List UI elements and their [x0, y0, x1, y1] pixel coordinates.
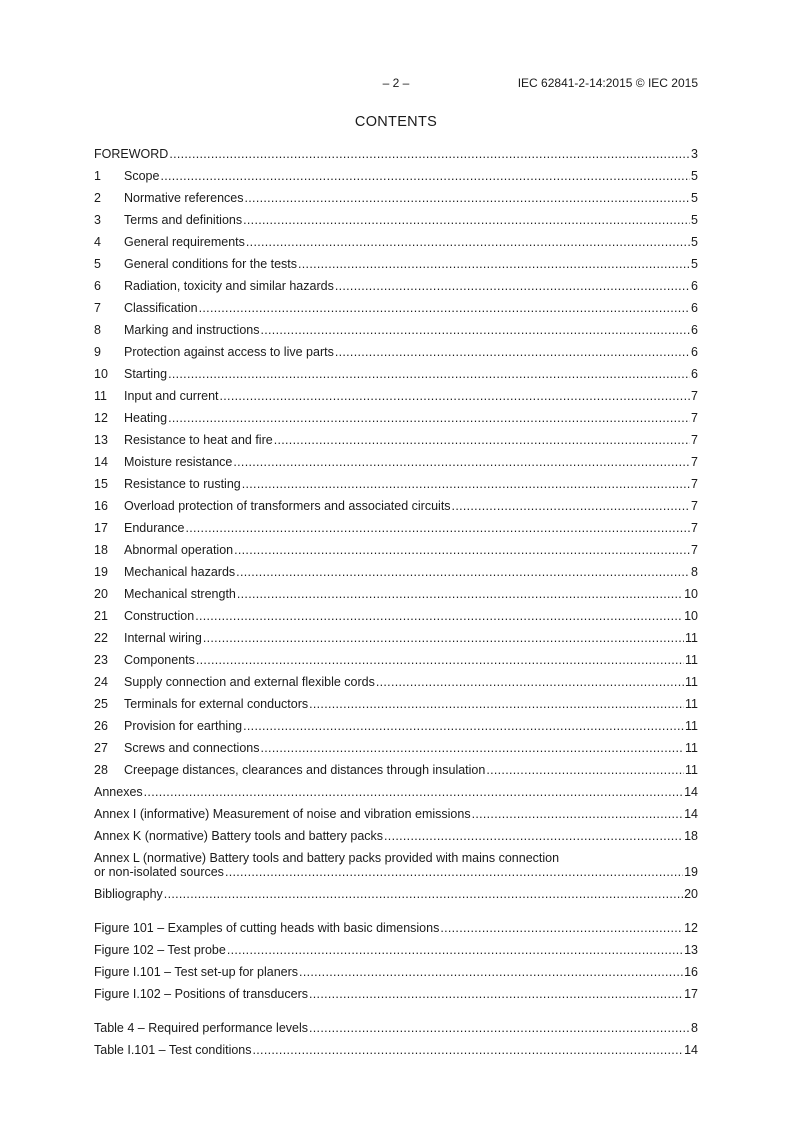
toc-entry-text: Annex I (informative) Measurement of noise and vibration emissions — [94, 807, 471, 821]
dot-leader — [164, 883, 683, 905]
dot-leader — [486, 759, 684, 781]
dot-leader — [376, 671, 684, 693]
toc-entry-annex[interactable] — [94, 781, 698, 803]
dot-leader — [245, 187, 691, 209]
toc-entry-text: Table 4 – Required performance levels — [94, 1021, 309, 1035]
toc-entry-clause[interactable] — [94, 539, 698, 561]
table-of-contents — [94, 143, 698, 1061]
toc-entry-clause[interactable] — [94, 693, 698, 715]
toc-page-number: 10 — [684, 609, 698, 623]
toc-page-number: 19 — [684, 865, 698, 879]
dot-leader — [233, 451, 690, 473]
toc-entry-table[interactable] — [94, 1039, 698, 1061]
dot-leader — [243, 715, 684, 737]
toc-entry-annex[interactable] — [94, 803, 698, 825]
toc-clause-number: 22 — [94, 631, 108, 645]
dot-leader — [227, 939, 683, 961]
toc-page-number: 8 — [691, 1021, 698, 1035]
toc-page-number: 5 — [691, 213, 698, 227]
toc-clause-number: 6 — [94, 279, 101, 293]
toc-entry-text: Heating — [124, 411, 168, 425]
page-number: – 2 – — [382, 76, 410, 90]
dot-leader — [298, 253, 690, 275]
dot-leader — [144, 781, 683, 803]
toc-page-number: 11 — [685, 631, 698, 645]
toc-entry-text: General requirements — [124, 235, 245, 249]
toc-clause-number: 10 — [94, 367, 108, 381]
toc-clause-number: 16 — [94, 499, 108, 513]
toc-page-number: 6 — [691, 279, 698, 293]
toc-clause-number: 26 — [94, 719, 108, 733]
dot-leader — [260, 319, 690, 341]
toc-entry-text: Moisture resistance — [124, 455, 233, 469]
toc-clause-number: 8 — [94, 323, 101, 337]
toc-entry-text: Internal wiring — [124, 631, 202, 645]
toc-entry-foreword[interactable] — [94, 143, 698, 165]
dot-leader — [169, 143, 690, 165]
toc-entry-text: Scope — [124, 169, 160, 183]
toc-entry-clause[interactable] — [94, 715, 698, 737]
toc-entry-text: Supply connection and external flexible cords — [124, 675, 375, 689]
toc-entry-text: Terms and definitions — [124, 213, 243, 227]
dot-leader — [243, 209, 690, 231]
toc-clause-number: 1 — [94, 169, 101, 183]
toc-entry-clause[interactable] — [94, 561, 698, 583]
toc-page-number: 11 — [685, 741, 698, 755]
toc-entry-text: Provision for earthing — [124, 719, 243, 733]
toc-clause-number: 18 — [94, 543, 108, 557]
toc-entry-text: Terminals for external conductors — [124, 697, 309, 711]
toc-entry-text-continued: or non-isolated sources — [94, 865, 224, 879]
toc-entry-text: Annexes — [94, 785, 143, 799]
toc-entry-text: Mechanical hazards — [124, 565, 236, 579]
toc-page-number: 14 — [684, 807, 698, 821]
toc-entry-clause[interactable] — [94, 253, 698, 275]
toc-entry-text: Normative references — [124, 191, 244, 205]
toc-entry-text: Annex K (normative) Battery tools and battery packs — [94, 829, 384, 843]
toc-entry-clause[interactable] — [94, 407, 698, 429]
toc-clause-number: 25 — [94, 697, 108, 711]
toc-entry-clause[interactable] — [94, 737, 698, 759]
toc-clause-number: 11 — [94, 389, 107, 403]
toc-page-number: 7 — [691, 455, 698, 469]
toc-page-number: 16 — [684, 965, 698, 979]
toc-entry-clause[interactable] — [94, 451, 698, 473]
table-list — [94, 1017, 698, 1061]
toc-page-number: 7 — [691, 433, 698, 447]
toc-clause-number: 23 — [94, 653, 108, 667]
dot-leader — [236, 561, 690, 583]
dot-leader — [299, 961, 683, 983]
toc-page-number: 6 — [691, 345, 698, 359]
toc-entry-clause[interactable] — [94, 275, 698, 297]
toc-entry-text: Radiation, toxicity and similar hazards — [124, 279, 334, 293]
toc-entry-figure[interactable] — [94, 917, 698, 939]
toc-entry-bibliography[interactable] — [94, 883, 698, 905]
dot-leader — [168, 407, 690, 429]
toc-entry-text: Figure I.102 – Positions of transducers — [94, 987, 309, 1001]
toc-page-number: 11 — [685, 697, 698, 711]
page-header — [94, 76, 698, 94]
toc-entry-clause[interactable] — [94, 319, 698, 341]
toc-entry-clause[interactable] — [94, 429, 698, 451]
toc-page-number: 20 — [684, 887, 698, 901]
dot-leader — [472, 803, 684, 825]
toc-page-number: 7 — [691, 389, 698, 403]
toc-page-number: 11 — [685, 719, 698, 733]
toc-page-number: 10 — [684, 587, 698, 601]
toc-clause-number: 27 — [94, 741, 108, 755]
toc-entry-clause[interactable] — [94, 385, 698, 407]
section-gap — [94, 1005, 698, 1017]
toc-clause-number: 3 — [94, 213, 101, 227]
toc-entry-text: General conditions for the tests — [124, 257, 298, 271]
dot-leader — [309, 693, 684, 715]
toc-clause-number: 19 — [94, 565, 108, 579]
dot-leader — [160, 165, 690, 187]
dot-leader — [168, 363, 690, 385]
toc-clause-number: 7 — [94, 301, 101, 315]
dot-leader — [203, 627, 684, 649]
toc-page-number: 6 — [691, 301, 698, 315]
toc-entry-text: Figure 102 – Test probe — [94, 943, 226, 957]
dot-leader — [253, 1039, 684, 1061]
dot-leader — [234, 539, 690, 561]
toc-page-number: 6 — [691, 323, 698, 337]
toc-clause-number: 20 — [94, 587, 108, 601]
toc-entry-clause[interactable] — [94, 495, 698, 517]
toc-page-number: 5 — [691, 169, 698, 183]
dot-leader — [440, 917, 683, 939]
toc-entry-text: Figure 101 – Examples of cutting heads with basic dimensions — [94, 921, 440, 935]
toc-entry-clause[interactable] — [94, 297, 698, 319]
toc-page-number: 13 — [684, 943, 698, 957]
toc-entry-text: Classification — [124, 301, 198, 315]
toc-page-number: 6 — [691, 367, 698, 381]
toc-entry-figure[interactable] — [94, 961, 698, 983]
toc-clause-number: 13 — [94, 433, 108, 447]
toc-entry-clause[interactable] — [94, 341, 698, 363]
toc-entry-text: Components — [124, 653, 195, 667]
dot-leader — [220, 385, 691, 407]
toc-entry-text: Creepage distances, clearances and distances through insulation — [124, 763, 486, 777]
toc-entry-annex-l[interactable] — [94, 847, 698, 883]
dot-leader — [225, 865, 683, 879]
dot-leader — [185, 517, 690, 539]
toc-page-number: 7 — [691, 543, 698, 557]
toc-entry-text: Mechanical strength — [124, 587, 236, 601]
toc-page-number: 11 — [685, 763, 698, 777]
toc-entry-text: Endurance — [124, 521, 185, 535]
toc-entry-clause[interactable] — [94, 187, 698, 209]
toc-entry-text: Resistance to rusting — [124, 477, 241, 491]
toc-entry-annex[interactable] — [94, 825, 698, 847]
toc-clause-number: 14 — [94, 455, 108, 469]
toc-entry-table[interactable] — [94, 1017, 698, 1039]
toc-entry-clause[interactable] — [94, 759, 698, 781]
toc-entry-clause[interactable] — [94, 671, 698, 693]
toc-clause-number: 28 — [94, 763, 108, 777]
toc-entry-text: FOREWORD — [94, 147, 169, 161]
section-gap — [94, 905, 698, 917]
dot-leader — [309, 983, 683, 1005]
toc-clause-number: 2 — [94, 191, 101, 205]
toc-entry-text: Table I.101 – Test conditions — [94, 1043, 252, 1057]
toc-page-number: 7 — [691, 521, 698, 535]
dot-leader — [237, 583, 683, 605]
toc-entry-text: Marking and instructions — [124, 323, 260, 337]
toc-page-number: 3 — [691, 147, 698, 161]
toc-entry-clause[interactable] — [94, 363, 698, 385]
toc-page-number: 7 — [691, 477, 698, 491]
dot-leader — [196, 649, 684, 671]
toc-clause-number: 4 — [94, 235, 101, 249]
toc-entry-clause[interactable] — [94, 627, 698, 649]
dot-leader — [242, 473, 690, 495]
toc-entry-text: Protection against access to live parts — [124, 345, 334, 359]
document-id: IEC 62841-2-14:2015 © IEC 2015 — [517, 76, 698, 90]
toc-clause-number: 12 — [94, 411, 108, 425]
toc-entry-clause[interactable] — [94, 583, 698, 605]
annex-list — [94, 781, 698, 847]
toc-entry-clause[interactable] — [94, 605, 698, 627]
dot-leader — [452, 495, 691, 517]
dot-leader — [246, 231, 690, 253]
toc-entry-text: Construction — [124, 609, 195, 623]
dot-leader — [199, 297, 690, 319]
toc-clause-number: 21 — [94, 609, 108, 623]
toc-entry-clause[interactable] — [94, 649, 698, 671]
contents-title: CONTENTS — [354, 114, 438, 130]
dot-leader — [309, 1017, 690, 1039]
toc-entry-text: Abnormal operation — [124, 543, 234, 557]
toc-entry-clause[interactable] — [94, 517, 698, 539]
toc-page-number: 7 — [691, 499, 698, 513]
toc-page-number: 18 — [684, 829, 698, 843]
toc-entry-text: Figure I.101 – Test set-up for planers — [94, 965, 299, 979]
toc-page-number: 14 — [684, 785, 698, 799]
toc-entry-text: Overload protection of transformers and associated circuits — [124, 499, 451, 513]
dot-leader — [335, 275, 690, 297]
toc-page-number: 12 — [684, 921, 698, 935]
toc-entry-text: Resistance to heat and fire — [124, 433, 273, 447]
toc-clause-number: 5 — [94, 257, 101, 271]
figure-list — [94, 917, 698, 1005]
toc-page-number: 11 — [685, 653, 698, 667]
toc-page-number: 8 — [691, 565, 698, 579]
toc-page-number: 5 — [691, 235, 698, 249]
toc-entry-clause[interactable] — [94, 209, 698, 231]
toc-page-number: 14 — [684, 1043, 698, 1057]
dot-leader — [195, 605, 683, 627]
dot-leader — [335, 341, 690, 363]
toc-page-number: 17 — [684, 987, 698, 1001]
toc-clause-number: 17 — [94, 521, 108, 535]
dot-leader — [384, 825, 683, 847]
toc-entry-figure[interactable] — [94, 939, 698, 961]
toc-clause-number: 24 — [94, 675, 108, 689]
toc-clause-number: 9 — [94, 345, 101, 359]
dot-leader — [261, 737, 685, 759]
toc-entry-text: Bibliography — [94, 887, 163, 901]
toc-entry-text: Starting — [124, 367, 168, 381]
toc-entry-figure[interactable] — [94, 983, 698, 1005]
clause-list — [94, 165, 698, 781]
toc-entry-clause[interactable] — [94, 473, 698, 495]
toc-page-number: 5 — [691, 257, 698, 271]
toc-entry-text: Annex L (normative) Battery tools and battery packs provided with mains connection — [94, 851, 560, 865]
toc-entry-text: Screws and connections — [124, 741, 260, 755]
toc-clause-number: 15 — [94, 477, 108, 491]
toc-page-number: 7 — [691, 411, 698, 425]
dot-leader — [274, 429, 690, 451]
toc-entry-text: Input and current — [124, 389, 219, 403]
toc-entry-clause[interactable] — [94, 165, 698, 187]
toc-page-number: 5 — [691, 191, 698, 205]
toc-entry-clause[interactable] — [94, 231, 698, 253]
toc-page-number: 11 — [685, 675, 698, 689]
